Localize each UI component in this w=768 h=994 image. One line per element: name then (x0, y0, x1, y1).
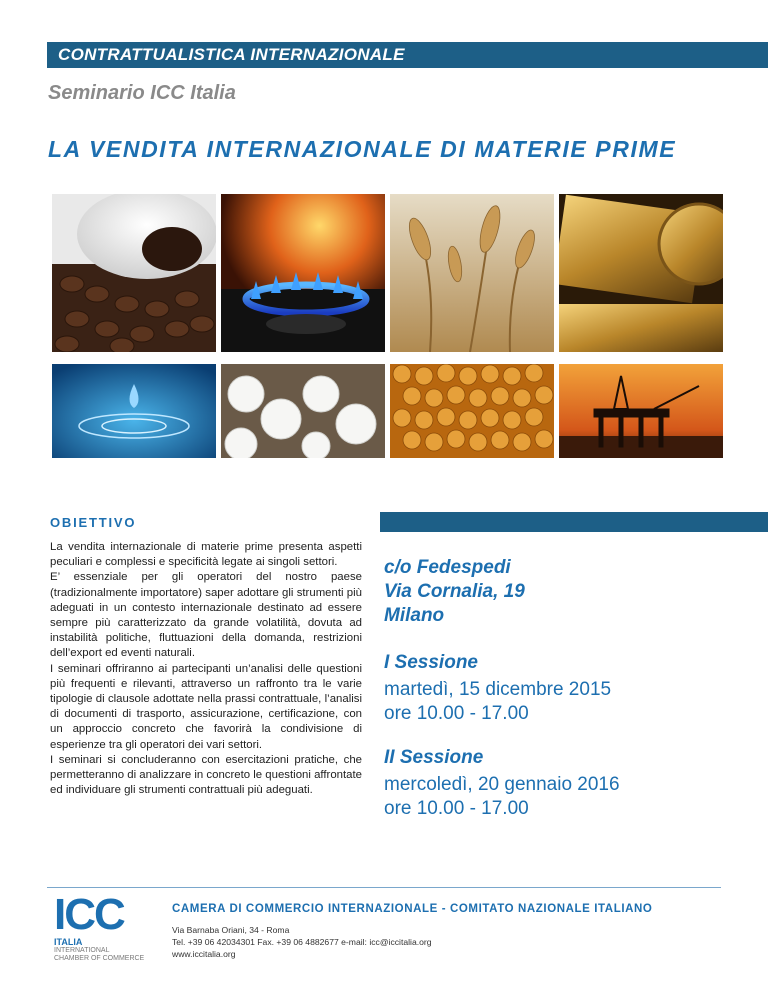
corn-kernels-photo (390, 364, 554, 522)
gas-flame-photo (221, 194, 385, 352)
session-block (384, 652, 611, 726)
session-block (384, 747, 620, 821)
objective-heading: OBIETTIVO (50, 515, 137, 530)
right-column-band (380, 512, 768, 532)
band-label: CONTRATTUALISTICA INTERNAZIONALE (58, 45, 405, 64)
venue-block (384, 556, 525, 628)
cotton-photo (221, 364, 385, 522)
logo-line: CHAMBER OF COMMERCE (54, 955, 145, 962)
logo-country: ITALIA (54, 937, 83, 947)
session-date: martedì, 15 dicembre 2015 (384, 679, 612, 700)
icc-logo (54, 890, 145, 963)
objective-text (50, 540, 362, 798)
footer-divider (47, 887, 721, 888)
logo-mark: ICC (54, 890, 124, 939)
session-time: ore 10.00 - 17.00 (384, 703, 529, 724)
venue-city: Milano (384, 605, 445, 626)
session-time: ore 10.00 - 17.00 (384, 798, 529, 819)
session-title: II Sessione (384, 747, 484, 768)
objective-paragraph: E’ essenziale per gli operatori del nostro paese (tradizionalmente importatore) saper adottare gli strumenti più adeguati in un contesto internazionale destinato ad essere sempre più caratterizzato da grande volatilità, dovuta ad instabilità politiche, fluttuazioni della domanda, restrizioni dell’export ed eventi naturali. (50, 571, 362, 660)
objective-paragraph: I seminari si concluderanno con esercitazioni pratiche, che permetteranno di analizzare in concreto le questioni affrontate ed individuare gli strumenti contrattuali più adeguati. (50, 753, 362, 797)
oil-rig-photo (559, 364, 723, 522)
subtitle: Seminario ICC Italia (48, 82, 236, 104)
objective-paragraph: I seminari offriranno ai partecipanti un’analisi delle questioni più frequenti e rilevanti, attraverso un raffronto tra le varie tipologie di clausole adottate nella prassi contrattuale, l’analisi di documenti di trasporto, assicurazione, certificazione, con un approccio concreto che favorirà la condivisione di esperienze tra gli operatori dei vari settori. (50, 662, 362, 751)
session-date: mercoledì, 20 gennaio 2016 (384, 774, 620, 795)
footer-contacts: Tel. +39 06 42034301 Fax. +39 06 4882677 e-mail: icc@iccitalia.org (172, 937, 432, 947)
logo-line: INTERNATIONAL (54, 947, 110, 954)
page-title: LA VENDITA INTERNAZIONALE DI MATERIE PRIME (48, 136, 677, 162)
gold-bars-photo (559, 194, 723, 352)
water-drop-photo (52, 364, 216, 522)
session-title: I Sessione (384, 652, 478, 673)
wheat-photo (390, 194, 554, 352)
objective-paragraph: La vendita internazionale di materie prime presenta aspetti peculiari e complessi e specificità legate ai singoli settori. (50, 541, 362, 569)
footer-org: CAMERA DI COMMERCIO INTERNAZIONALE - COMITATO NAZIONALE ITALIANO (172, 903, 653, 915)
footer-address: Via Barnaba Oriani, 34 - Roma (172, 925, 290, 935)
venue-street: Via Cornalia, 19 (384, 581, 525, 602)
header-band (47, 42, 768, 68)
coffee-beans-photo (52, 194, 216, 352)
venue-name: c/o Fedespedi (384, 557, 511, 578)
footer-website[interactable]: www.iccitalia.org (172, 949, 236, 959)
